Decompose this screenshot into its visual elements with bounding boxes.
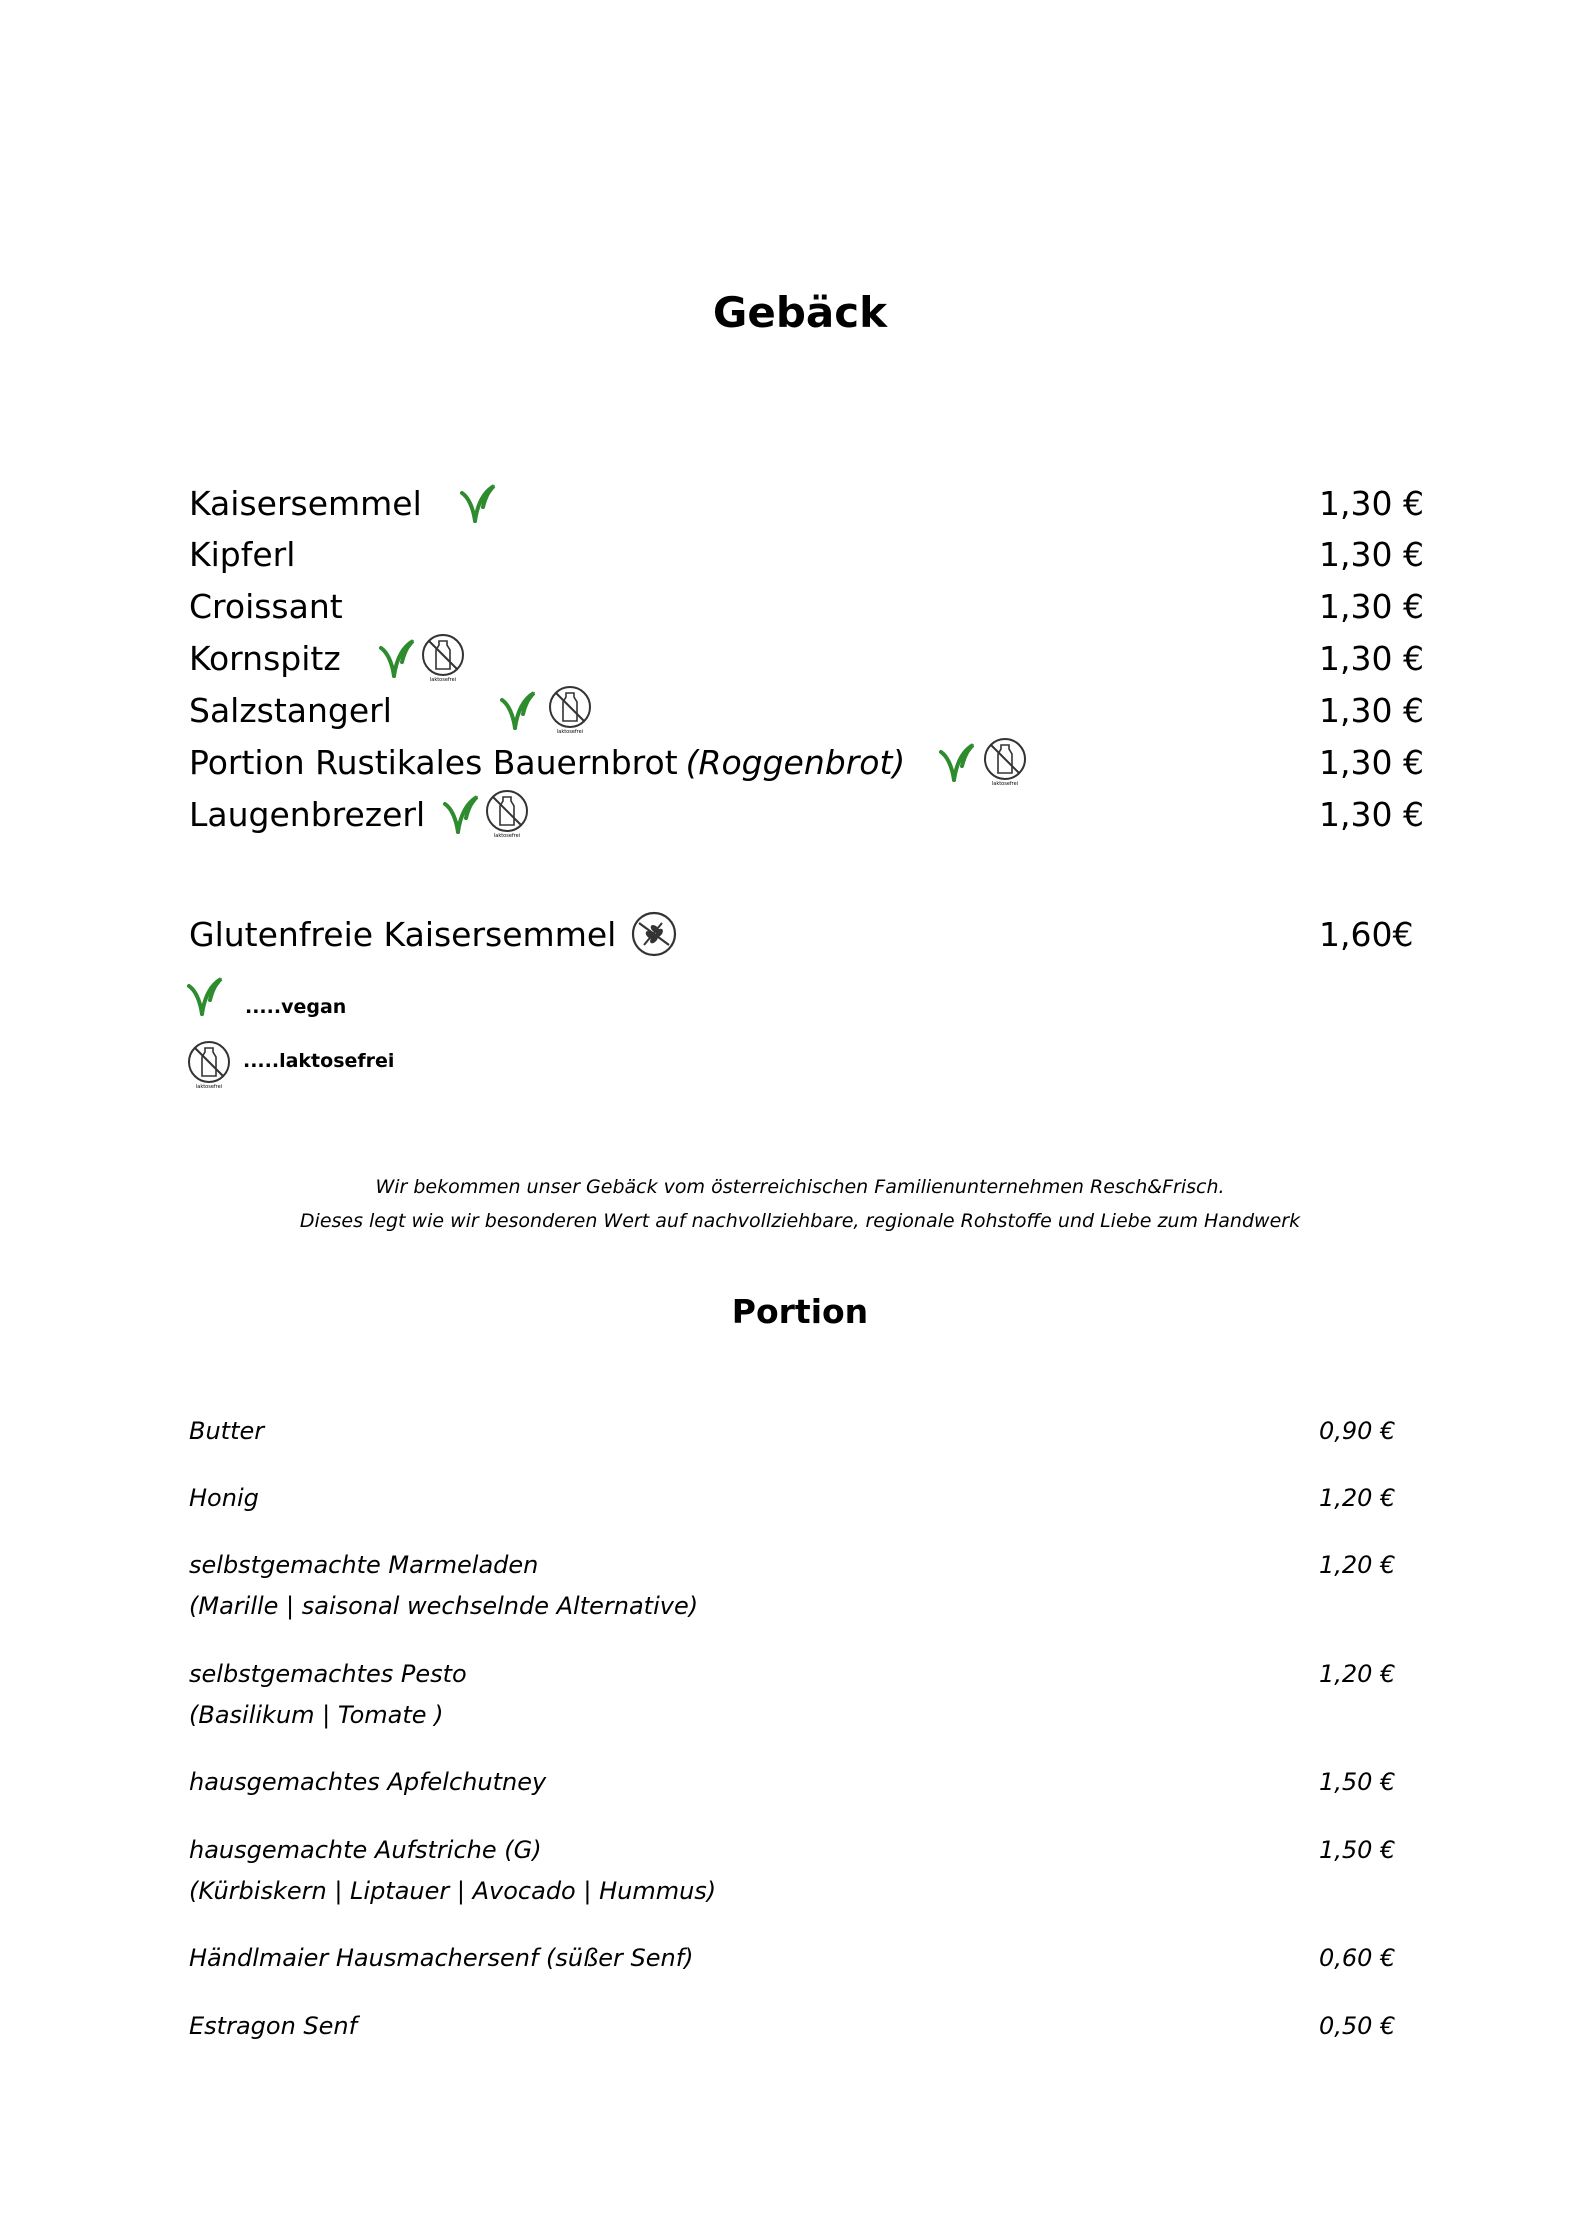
- svg-text:laktosefrei: laktosefrei: [494, 833, 521, 839]
- item-price: 1,30 €: [1319, 690, 1424, 730]
- portion-item-marmeladen: [189, 1545, 1409, 1627]
- item-price: 1,30 €: [1319, 742, 1424, 782]
- menu-item-kaisersemmel: [189, 477, 1424, 529]
- vegan-leaf-icon: [937, 740, 977, 784]
- vegan-leaf-icon: [458, 481, 498, 525]
- portion-name: hausgemachtes Apfelchutney: [189, 1768, 547, 1796]
- lactose-free-icon: [483, 789, 531, 839]
- portion-item-estragon-senf: [189, 2006, 1409, 2047]
- svg-text:laktosefrei: laktosefrei: [992, 781, 1019, 787]
- portion-description: (Marille | saisonal wechselnde Alternative): [189, 1592, 699, 1620]
- portion-description: (Basilikum | Tomate ): [189, 1701, 444, 1729]
- section-title-portion: Portion: [731, 1292, 869, 1331]
- item-name: Portion Rustikales Bauernbrot: [189, 742, 678, 782]
- portion-price: 0,90 €: [1319, 1417, 1396, 1445]
- lactose-free-icon: [185, 1040, 233, 1090]
- portion-item-apfelchutney: [189, 1762, 1409, 1803]
- portion-price: 1,20 €: [1319, 1551, 1396, 1579]
- legend-vegan-label: .....vegan: [245, 996, 347, 1018]
- legend-lactose-free-label: .....laktosefrei: [243, 1050, 395, 1072]
- portion-price: 1,50 €: [1319, 1768, 1396, 1796]
- item-name: Glutenfreie Kaisersemmel: [189, 914, 617, 954]
- portion-price: 1,50 €: [1319, 1836, 1396, 1864]
- portion-price: 1,20 €: [1319, 1484, 1396, 1512]
- supplier-note: [0, 1170, 1571, 1238]
- portion-item-butter: [189, 1411, 1409, 1452]
- menu-item-laugenbrezerl: [189, 788, 1424, 840]
- portion-name: Händlmaier Hausmachersenf (süßer Senf): [189, 1944, 694, 1972]
- item-name: Croissant: [189, 586, 343, 626]
- gluten-free-icon: [628, 911, 680, 957]
- portion-name: Honig: [189, 1484, 259, 1512]
- supplier-note-line-1: Wir bekommen unser Gebäck vom österreichischen Familienunternehmen Resch&Frisch.: [375, 1176, 1225, 1198]
- portion-name: selbstgemachte Marmeladen: [189, 1551, 539, 1579]
- menu-item-bauernbrot: [189, 736, 1424, 788]
- item-note: (Roggenbrot): [685, 742, 906, 782]
- vegan-leaf-icon: [498, 688, 538, 732]
- vegan-leaf-icon: [441, 792, 481, 836]
- portion-name: Estragon Senf: [189, 2012, 358, 2040]
- portion-name: Butter: [189, 1417, 265, 1445]
- portion-name: hausgemachte Aufstriche (G): [189, 1836, 542, 1864]
- portion-name: selbstgemachtes Pesto: [189, 1660, 467, 1688]
- legend-lactose-free: [185, 1040, 394, 1090]
- item-price: 1,30 €: [1319, 534, 1424, 574]
- item-name: Kipferl: [189, 534, 296, 574]
- lactose-free-icon: [981, 737, 1029, 787]
- menu-item-croissant: [189, 580, 1424, 632]
- item-price: 1,30 €: [1319, 794, 1424, 834]
- svg-text:laktosefrei: laktosefrei: [556, 729, 584, 735]
- menu-item-kornspitz: [189, 632, 1424, 684]
- portion-item-pesto: [189, 1654, 1409, 1736]
- item-name: Kaisersemmel: [189, 483, 422, 523]
- lactose-free-icon: [419, 633, 467, 683]
- menu-item-kipferl: [189, 528, 1424, 580]
- portion-description: (Kürbiskern | Liptauer | Avocado | Hummus): [189, 1877, 717, 1905]
- item-name: Salzstangerl: [189, 690, 392, 730]
- portion-item-hausmachersenf: [189, 1938, 1409, 1979]
- item-price: 1,30 €: [1319, 586, 1424, 626]
- portion-item-aufstriche: [189, 1830, 1409, 1912]
- svg-text:laktosefrei: laktosefrei: [195, 1084, 223, 1090]
- vegan-leaf-icon: [185, 974, 225, 1018]
- portion-price: 0,60 €: [1319, 1944, 1396, 1972]
- item-price: 1,60€: [1319, 914, 1414, 954]
- item-price: 1,30 €: [1319, 638, 1424, 678]
- item-price: 1,30 €: [1319, 483, 1424, 523]
- item-name: Laugenbrezerl: [189, 794, 426, 834]
- page-title: Gebäck: [712, 288, 888, 337]
- menu-item-salzstangerl: [189, 684, 1424, 736]
- portion-price: 0,50 €: [1319, 2012, 1396, 2040]
- lactose-free-icon: [546, 685, 594, 735]
- svg-text:laktosefrei: laktosefrei: [429, 677, 456, 683]
- supplier-note-line-2: Dieses legt wie wir besonderen Wert auf nachvollziehbare, regionale Rohstoffe und Liebe zum Handwerk: [299, 1210, 1301, 1232]
- vegan-leaf-icon: [377, 636, 417, 680]
- menu-item-glutenfreie-kaisersemmel: [189, 908, 1414, 960]
- portion-item-honig: [189, 1478, 1409, 1519]
- portion-price: 1,20 €: [1319, 1660, 1396, 1688]
- item-name: Kornspitz: [189, 638, 341, 678]
- legend-vegan: [185, 974, 346, 1018]
